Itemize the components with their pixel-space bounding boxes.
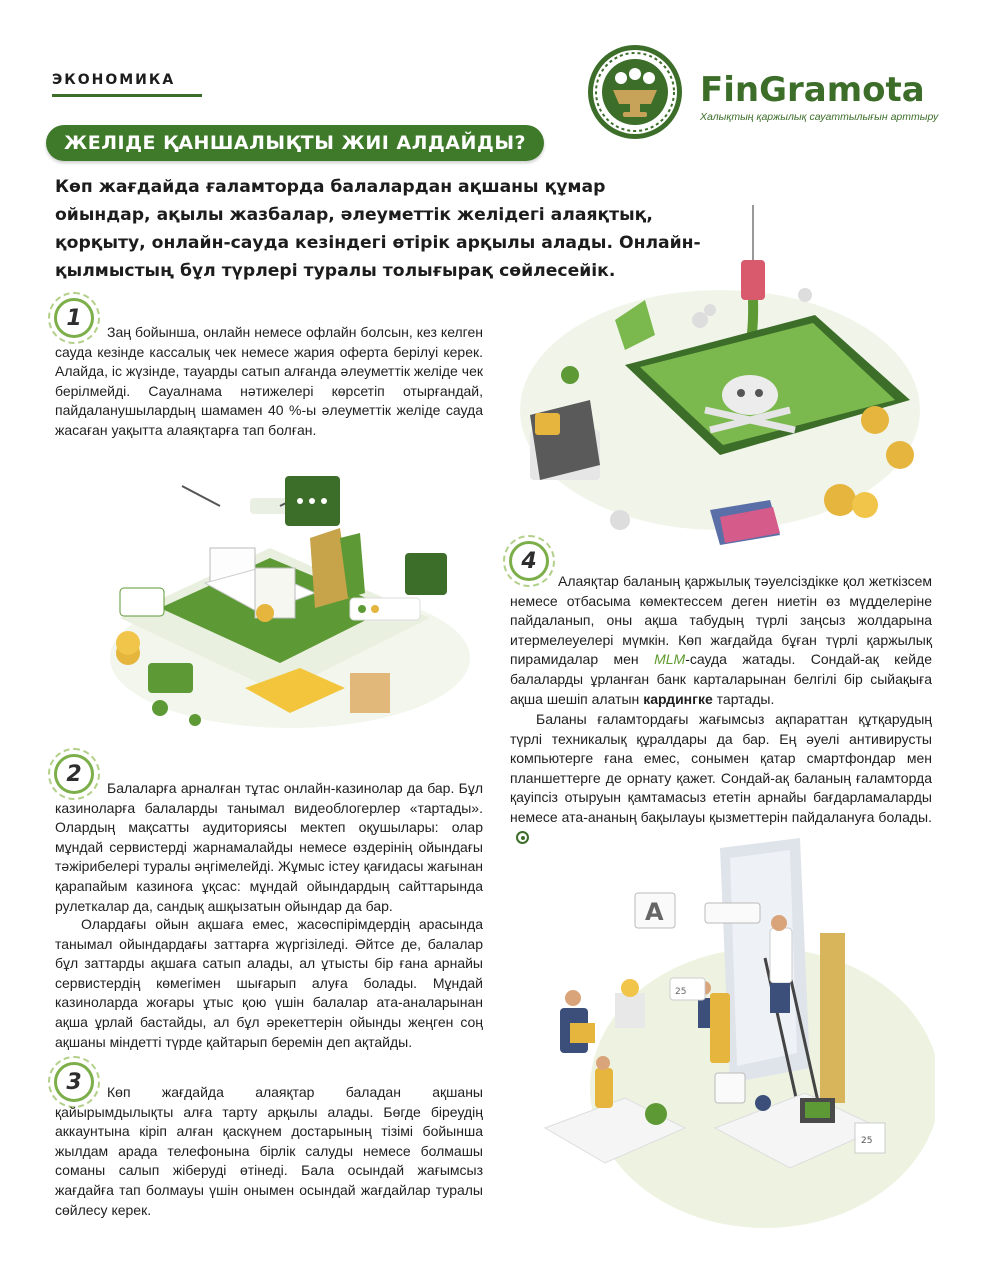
logo-tagline: Халықтың қаржылық сауаттылығын арттыру bbox=[700, 111, 939, 123]
number-4: 4 bbox=[521, 548, 537, 574]
carding-term: кардингке bbox=[643, 690, 713, 707]
number-2: 2 bbox=[66, 761, 82, 787]
ecommerce-illustration bbox=[100, 458, 480, 738]
fingramota-emblem bbox=[585, 42, 685, 142]
lead-paragraph: Көп жағдайда ғаламторда балалардан ақшаны құмар ойындар, ақылы жазбалар, әлеуметтік желідегі алаяқтық, қорқыту, онлайн-сауда кезіндегі өтірік арқылы алады. Онлайн-қылмыстың бұл түрлері туралы толығырақ сөйлесейік. bbox=[55, 177, 701, 281]
end-of-article-icon bbox=[516, 831, 529, 844]
number-1: 1 bbox=[66, 305, 82, 331]
article-title-banner bbox=[46, 125, 544, 161]
section-4-text-a: Алаяқтар баланың қаржылық тәуелсіздікке қол жеткізсем немесе отбасыма көмектессем деген ниетін өз мүдделеріне пайдаланып, оны ақша табудың түрлі заңсыз жолдарына итермелеуелері мүмкін. Көп жағдайда бұған түрлі қаржылық пирамидалар мен bbox=[510, 573, 932, 668]
section-4-paragraph-1 bbox=[510, 572, 932, 709]
sign-letter: A bbox=[645, 898, 664, 926]
section-4-text-c: тартады. bbox=[712, 690, 775, 707]
section-4-text-b: -сауда жатады. Сондай-ақ кейде балаларды ұрланған банк карталарынан белгілі бір сыйақыға ақша шешіп алатын bbox=[510, 651, 932, 707]
phishing-phone-illustration bbox=[505, 205, 935, 560]
badge-25-top: 25 bbox=[675, 987, 687, 997]
badge-25-desk: 25 bbox=[861, 1136, 873, 1146]
section-4-paragraph-2 bbox=[510, 710, 932, 847]
logo-wordmark: FinGramota bbox=[700, 70, 925, 110]
section-2-paragraph-1: Балаларға арналған тұтас онлайн-казинолар да бар. Бұл казиноларға балаларды танымал видеоблогерлер «тартады». Олардың мақсатты аудиториясы мектеп оқушылары: олар мұндай сервистерді жарнамалайды немесе өздерінің ойындағы тәжірибелері туралы әңгімелейді. Жұмыс істеу қағидасы жағынан қарапайым казиноға ұқсас: мұндай ойындардың сайттарында рулеткалар да, сандық ашқызатын ойындар да бар. bbox=[55, 780, 483, 914]
number-3: 3 bbox=[66, 1069, 82, 1095]
section-underline bbox=[52, 94, 202, 97]
section-label: ЭКОНОМИКА bbox=[52, 72, 176, 88]
article-title: ЖЕЛІДЕ ҚАНШАЛЫҚТЫ ЖИІ АЛДАЙДЫ? bbox=[64, 132, 527, 154]
section-2-paragraph-2: Олардағы ойын ақшаға емес, жасөспірімдердің арасында танымал ойындардағы заттарға жүргізіледі. Әйтсе де, балалар бұл заттарды ақшаға сатып алады, ал ұтысты бір ғана арнайы сервистердің көмегімен шығарып алуға болады. Мұндай казиноларда жоғары ұтыс қою үшін балалар ата-аналарынан ақша ұрлай бастайды, ал бұл әрекеттерін ойынды жеңген соң ақшаны міндетті түрде қайтарып беремін деп ақтайды. bbox=[55, 916, 483, 1050]
section-4-paragraph-2-text: Баланы ғаламтордағы жағымсыз ақпараттан құтқарудың түрлі техникалық құралдары да бар. Ең әуелі антивирусты компьютерге ғана емес, сонымен қатар смартфондар мен планшеттерге де орнату қажет. Сондай-ақ баланың ғаламторда қауіпсіз отыруын қамтамасыз ететін арнайы бағдарламаларды немесе ата-ананың бақылауы қызметтерін пайдалануға болады. bbox=[510, 711, 932, 825]
mlm-term: MLM bbox=[654, 651, 686, 668]
section-3-text: Көп жағдайда алаяқтар баладан ақшаны қайырымдылықты алға тарту арқылы алады. Бөгде біреудің аккаунтына кіріп алған қаскүнем достарының тізімі бойынша жылдам арада телефонына бірлік салуды немесе болмашы соманы салып жіберуді өтінеді. Бала осындай жағымсыз жағдайға тап болмауы үшін онымен осындай жағдайлар туралы сөйлесу керек. bbox=[55, 1084, 483, 1218]
section-1-text: Заң бойынша, онлайн немесе офлайн болсын, кез келген сауда кезінде кассалық чек немесе жария оферта берілуі керек. Алайда, іс жүзінде, тауарды сатып алғанда әлеуметтік желіде чек берілмейді. Сауалнама нәтижелері көрсетіп отырғандай, пайдаланушылардың шамамен 40 %-ы әлеуметтік желіде сауда жасаған уақытта алаяқтарға тап болған. bbox=[55, 324, 483, 438]
workers-ladder-illustration bbox=[535, 838, 935, 1238]
